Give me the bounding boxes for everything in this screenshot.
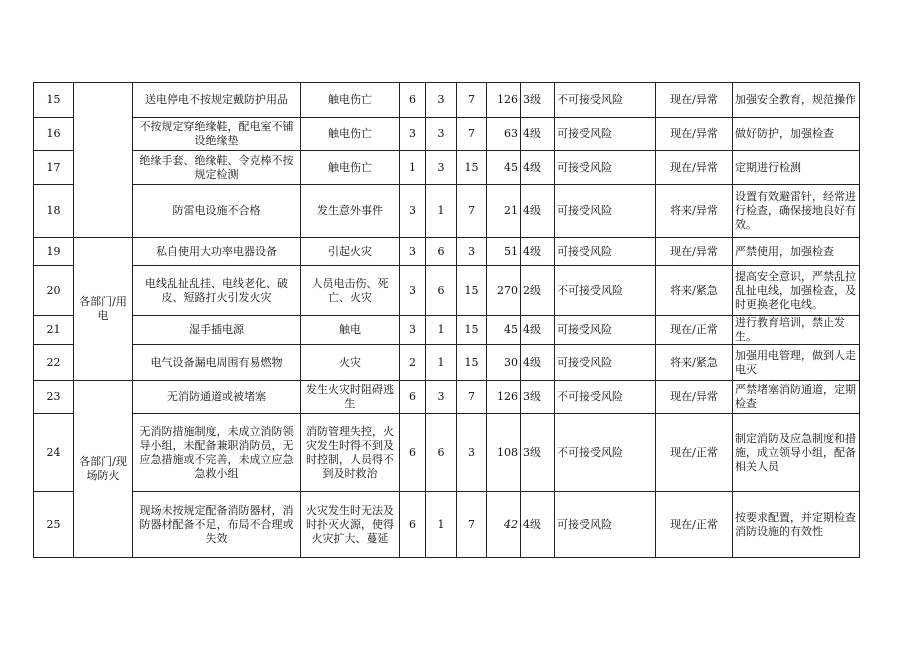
measures-cell: 做好防护，加强检查 <box>733 118 860 151</box>
measures-cell: 进行教育培训，禁止发生。 <box>733 316 860 345</box>
e-value: 1 <box>426 316 457 345</box>
e-value: 1 <box>426 492 457 558</box>
hazard-cell: 送电停电不按规定戴防护用品 <box>133 83 301 118</box>
consequence-cell: 消防管理失控，火灾发生时得不到及时控制，人员得不到及时救治 <box>301 414 400 492</box>
status-cell: 现在/异常 <box>656 118 733 151</box>
status-cell: 现在/正常 <box>656 492 733 558</box>
department-cell: 各部门/用电 <box>74 238 133 381</box>
risk-level: 4级 <box>521 345 555 381</box>
risk-level: 4级 <box>521 151 555 185</box>
l-value: 3 <box>400 185 426 238</box>
row-number: 24 <box>34 414 74 492</box>
e-value: 1 <box>426 185 457 238</box>
l-value: 3 <box>400 266 426 316</box>
acceptability: 不可接受风险 <box>555 83 656 118</box>
risk-level: 4级 <box>521 492 555 558</box>
c-value: 3 <box>457 414 487 492</box>
measures-cell: 设置有效避雷针，经常进行检查，确保接地良好有效。 <box>733 185 860 238</box>
acceptability: 可接受风险 <box>555 151 656 185</box>
consequence-cell: 人员电击伤、死亡、火灾 <box>301 266 400 316</box>
table-row <box>34 151 860 185</box>
hazard-cell: 电气设备漏电周围有易燃物 <box>133 345 301 381</box>
risk-level: 3级 <box>521 414 555 492</box>
hazard-cell: 无消防措施制度，未成立消防领导小组，未配备兼职消防员，无应急措施或不完善，未成立应急急救小组 <box>133 414 301 492</box>
measures-cell: 按要求配置，并定期检查消防设施的有效性 <box>733 492 860 558</box>
risk-level: 2级 <box>521 266 555 316</box>
hazard-cell: 不按规定穿绝缘鞋，配电室不铺设绝缘垫 <box>133 118 301 151</box>
risk-level: 4级 <box>521 238 555 266</box>
acceptability: 可接受风险 <box>555 492 656 558</box>
d-value: 30 <box>487 345 521 381</box>
l-value: 6 <box>400 83 426 118</box>
d-value: 63 <box>487 118 521 151</box>
e-value: 6 <box>426 238 457 266</box>
table-row <box>34 414 860 492</box>
acceptability: 不可接受风险 <box>555 414 656 492</box>
status-cell: 现在/异常 <box>656 83 733 118</box>
measures-cell: 严禁使用，加强检查 <box>733 238 860 266</box>
row-number: 21 <box>34 316 74 345</box>
status-cell: 将来/异常 <box>656 185 733 238</box>
consequence-cell: 发生火灾时阻碍逃生 <box>301 381 400 414</box>
acceptability: 可接受风险 <box>555 238 656 266</box>
risk-level: 4级 <box>521 316 555 345</box>
consequence-cell: 触电伤亡 <box>301 151 400 185</box>
hazard-cell: 无消防通道或被堵塞 <box>133 381 301 414</box>
acceptability: 不可接受风险 <box>555 266 656 316</box>
l-value: 6 <box>400 414 426 492</box>
hazard-cell: 现场未按规定配备消防器材，消防器材配备不足，布局不合理或失效 <box>133 492 301 558</box>
table-row <box>34 185 860 238</box>
row-number: 22 <box>34 345 74 381</box>
status-cell: 将来/紧急 <box>656 266 733 316</box>
table-row <box>34 492 860 558</box>
e-value: 3 <box>426 381 457 414</box>
acceptability: 不可接受风险 <box>555 381 656 414</box>
consequence-cell: 触电伤亡 <box>301 83 400 118</box>
status-cell: 现在/正常 <box>656 414 733 492</box>
e-value: 3 <box>426 83 457 118</box>
d-value: 45 <box>487 151 521 185</box>
table-row <box>34 118 860 151</box>
consequence-cell: 触电伤亡 <box>301 118 400 151</box>
hazard-cell: 湿手插电源 <box>133 316 301 345</box>
c-value: 3 <box>457 238 487 266</box>
measures-cell: 提高安全意识，严禁乱拉乱扯电线，加强检查，及时更换老化电线。 <box>733 266 860 316</box>
acceptability: 可接受风险 <box>555 185 656 238</box>
e-value: 3 <box>426 118 457 151</box>
row-number: 19 <box>34 238 74 266</box>
l-value: 6 <box>400 492 426 558</box>
row-number: 25 <box>34 492 74 558</box>
table-row <box>34 316 860 345</box>
measures-cell: 加强用电管理，做到人走电灭 <box>733 345 860 381</box>
row-number: 17 <box>34 151 74 185</box>
status-cell: 现在/异常 <box>656 381 733 414</box>
measures-cell: 加强安全教育，规范操作 <box>733 83 860 118</box>
e-value: 1 <box>426 345 457 381</box>
row-number: 16 <box>34 118 74 151</box>
risk-level: 4级 <box>521 118 555 151</box>
d-value: 21 <box>487 185 521 238</box>
measures-cell: 定期进行检测 <box>733 151 860 185</box>
c-value: 15 <box>457 266 487 316</box>
d-value: 126 <box>487 83 521 118</box>
l-value: 3 <box>400 118 426 151</box>
c-value: 15 <box>457 316 487 345</box>
risk-level: 3级 <box>521 83 555 118</box>
d-value: 51 <box>487 238 521 266</box>
row-number: 20 <box>34 266 74 316</box>
l-value: 6 <box>400 381 426 414</box>
risk-assessment-table <box>33 82 860 558</box>
l-value: 2 <box>400 345 426 381</box>
table-row <box>34 83 860 118</box>
acceptability: 可接受风险 <box>555 345 656 381</box>
status-cell: 现在/异常 <box>656 238 733 266</box>
row-number: 23 <box>34 381 74 414</box>
status-cell: 现在/异常 <box>656 151 733 185</box>
hazard-cell: 防雷电设施不合格 <box>133 185 301 238</box>
l-value: 1 <box>400 151 426 185</box>
c-value: 15 <box>457 345 487 381</box>
l-value: 3 <box>400 238 426 266</box>
d-value: 108 <box>487 414 521 492</box>
d-value: 42 <box>487 492 521 558</box>
hazard-cell: 电线乱扯乱挂、电线老化、破皮、短路打火引发火灾 <box>133 266 301 316</box>
consequence-cell: 火灾 <box>301 345 400 381</box>
department-cell: 各部门/现场防火 <box>74 381 133 558</box>
e-value: 3 <box>426 151 457 185</box>
status-cell: 现在/正常 <box>656 316 733 345</box>
e-value: 6 <box>426 266 457 316</box>
c-value: 7 <box>457 381 487 414</box>
d-value: 270 <box>487 266 521 316</box>
c-value: 7 <box>457 492 487 558</box>
hazard-cell: 私自使用大功率电器设备 <box>133 238 301 266</box>
e-value: 6 <box>426 414 457 492</box>
d-value: 126 <box>487 381 521 414</box>
acceptability: 可接受风险 <box>555 118 656 151</box>
acceptability: 可接受风险 <box>555 316 656 345</box>
c-value: 7 <box>457 83 487 118</box>
risk-level: 3级 <box>521 381 555 414</box>
c-value: 15 <box>457 151 487 185</box>
consequence-cell: 触电 <box>301 316 400 345</box>
l-value: 3 <box>400 316 426 345</box>
consequence-cell: 引起火灾 <box>301 238 400 266</box>
c-value: 7 <box>457 185 487 238</box>
table-row <box>34 238 860 266</box>
status-cell: 将来/紧急 <box>656 345 733 381</box>
hazard-cell: 绝缘手套、绝缘鞋、令克棒不按规定检测 <box>133 151 301 185</box>
risk-level: 4级 <box>521 185 555 238</box>
row-number: 15 <box>34 83 74 118</box>
measures-cell: 制定消防及应急制度和措施，成立领导小组，配备相关人员 <box>733 414 860 492</box>
c-value: 7 <box>457 118 487 151</box>
table-row <box>34 345 860 381</box>
table-row <box>34 266 860 316</box>
consequence-cell: 火灾发生时无法及时扑灭火源，使得火灾扩大、蔓延 <box>301 492 400 558</box>
row-number: 18 <box>34 185 74 238</box>
consequence-cell: 发生意外事件 <box>301 185 400 238</box>
measures-cell: 严禁堵塞消防通道，定期检查 <box>733 381 860 414</box>
d-value: 45 <box>487 316 521 345</box>
table-row <box>34 381 860 414</box>
department-cell <box>74 83 133 238</box>
